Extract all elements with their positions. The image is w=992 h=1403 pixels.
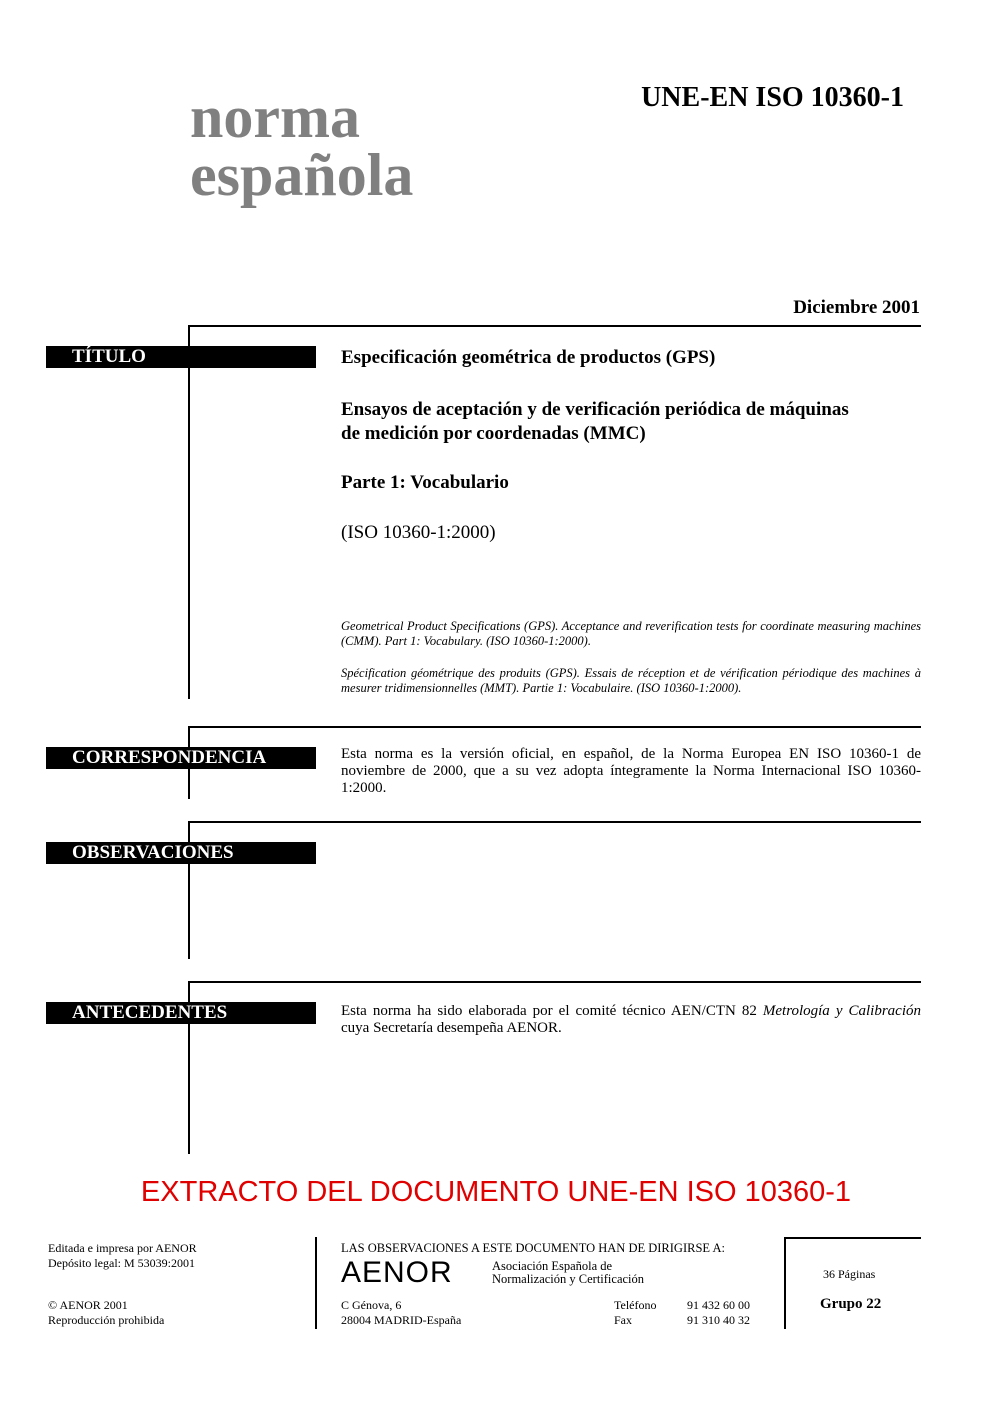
fax-number: 91 310 40 32 bbox=[687, 1313, 750, 1327]
extract-watermark: EXTRACTO DEL DOCUMENTO UNE-EN ISO 10360-1 bbox=[140, 1176, 852, 1208]
section-divider bbox=[188, 981, 921, 983]
label-antecedentes: ANTECEDENTES bbox=[46, 1002, 316, 1024]
label-correspondencia: CORRESPONDENCIA bbox=[46, 747, 316, 769]
aenor-fullname bbox=[492, 1260, 644, 1286]
fax-label: Fax bbox=[614, 1313, 632, 1327]
section-vertical-rule bbox=[188, 325, 190, 699]
phone-label: Teléfono bbox=[614, 1298, 657, 1312]
title-french: Spécification géométrique des produits (GPS). Essais de réception et de vérification périodique des machines à mesurer tridimensionnelles (MMT). Partie 1: Vocabulaire. (ISO 10360-1:2000). bbox=[341, 666, 921, 695]
address-city: 28004 MADRID-España bbox=[341, 1313, 462, 1327]
phone-number: 91 432 60 00 bbox=[687, 1298, 750, 1312]
title-line-gps: Especificación geométrica de productos (GPS) bbox=[341, 347, 716, 368]
antecedentes-text-start: Esta norma ha sido elaborada por el comité técnico AEN/CTN 82 bbox=[341, 1003, 763, 1019]
title-english: Geometrical Product Specifications (GPS). Acceptance and reverification tests for coordinate measuring machines (CMM). Part 1: Vocabulary. (ISO 10360-1:2000). bbox=[341, 619, 921, 648]
pages-box-left-rule bbox=[784, 1237, 786, 1329]
aenor-name-line1: Asociación Española de bbox=[492, 1259, 613, 1273]
brand-line-norma: norma bbox=[190, 84, 360, 150]
footer-copyright: © AENOR 2001 bbox=[48, 1298, 128, 1312]
observations-header: LAS OBSERVACIONES A ESTE DOCUMENTO HAN DE DIRIGIRSE A: bbox=[341, 1241, 725, 1255]
title-part: Parte 1: Vocabulario bbox=[341, 472, 509, 493]
correspondencia-text: Esta norma es la versión oficial, en español, de la Norma Europea EN ISO 10360-1 de noviembre de 2000, que a su vez adopta íntegramente la Norma Internacional ISO 10360-1:2000. bbox=[341, 746, 921, 796]
footer-edited: Editada e impresa por AENOR bbox=[48, 1241, 197, 1255]
section-divider bbox=[188, 726, 921, 728]
publication-date: Diciembre 2001 bbox=[793, 297, 920, 318]
footer-reproduction: Reproducción prohibida bbox=[48, 1313, 165, 1327]
title-iso-reference: (ISO 10360-1:2000) bbox=[341, 522, 496, 543]
aenor-logo: AENOR bbox=[341, 1256, 453, 1289]
footer-deposit: Depósito legal: M 53039:2001 bbox=[48, 1256, 195, 1270]
standard-code: UNE-EN ISO 10360-1 bbox=[641, 82, 904, 113]
aenor-name-line2: Normalización y Certificación bbox=[492, 1272, 645, 1286]
section-divider bbox=[188, 821, 921, 823]
address-street: C Génova, 6 bbox=[341, 1298, 402, 1312]
antecedentes-text bbox=[341, 1003, 921, 1037]
title-line-ensayos-b: de medición por coordenadas (MMC) bbox=[341, 423, 646, 444]
brand-line-espanola: española bbox=[190, 142, 414, 208]
price-group: Grupo 22 bbox=[820, 1296, 882, 1312]
section-divider bbox=[188, 325, 921, 327]
footer-rule bbox=[315, 1237, 317, 1329]
antecedentes-text-end: cuya Secretaría desempeña AENOR. bbox=[341, 1020, 562, 1036]
pages-box-top-rule bbox=[784, 1237, 921, 1239]
label-titulo: TÍTULO bbox=[46, 346, 316, 368]
label-observaciones: OBSERVACIONES bbox=[46, 842, 316, 864]
committee-name: Metrología y Calibración bbox=[762, 1003, 921, 1019]
page-count: 36 Páginas bbox=[823, 1267, 876, 1281]
title-line-ensayos-a: Ensayos de aceptación y de verificación periódica de máquinas bbox=[341, 399, 849, 420]
